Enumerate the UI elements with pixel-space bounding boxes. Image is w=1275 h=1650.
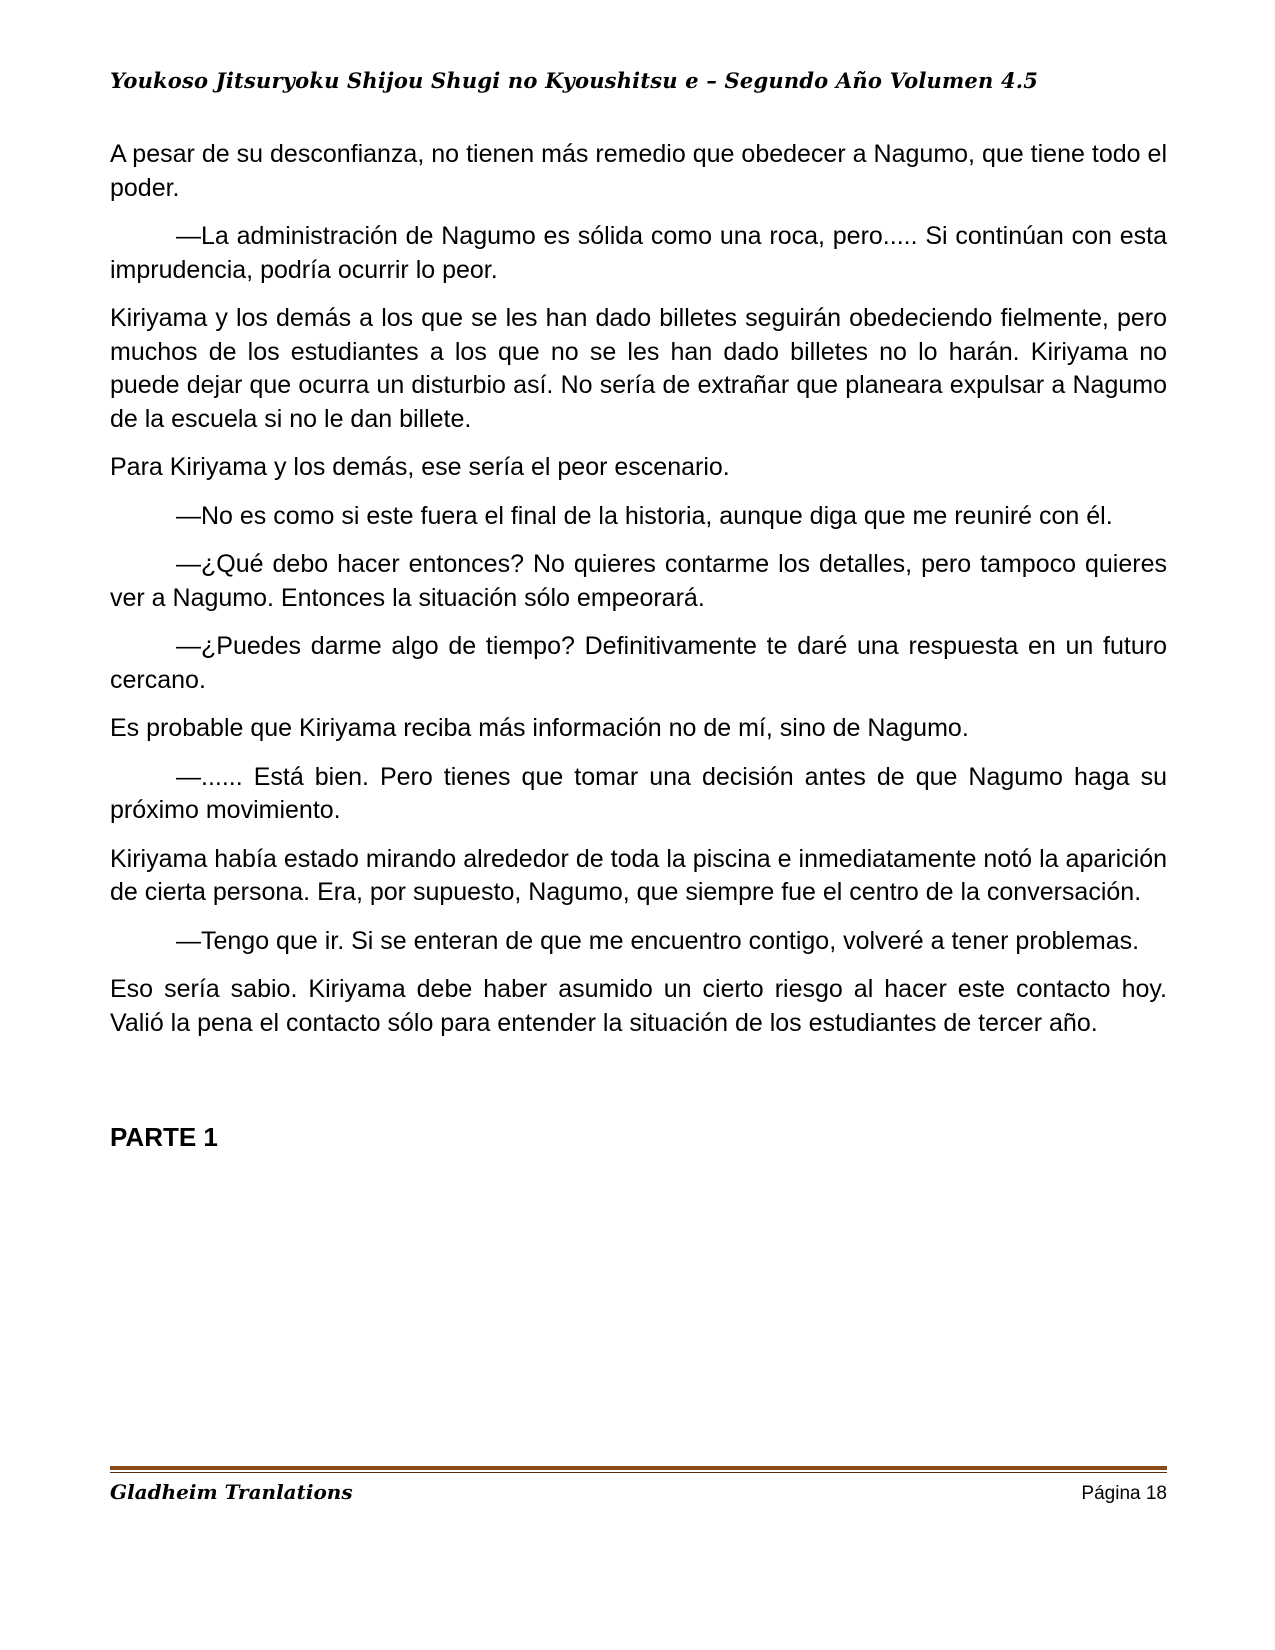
paragraph: Eso sería sabio. Kiriyama debe haber asumido un cierto riesgo al hacer este contacto hoy. Valió la pena el contacto sólo para entender la situación de los estudiantes de tercer año. — [110, 975, 1167, 1037]
footer-page-number: Página 18 — [1081, 1483, 1167, 1504]
paragraph: Es probable que Kiriyama reciba más información no de mí, sino de Nagumo. — [110, 714, 969, 742]
paragraph: —No es como si este fuera el final de la historia, aunque diga que me reuniré con él. — [176, 501, 1113, 530]
paragraph: —¿Qué debo hacer entonces? No quieres contarme los detalles, pero tampoco quieres ver a Nagumo. Entonces la situación sólo empeorará. — [110, 550, 1167, 612]
paragraph: A pesar de su desconfianza, no tienen más remedio que obedecer a Nagumo, que tiene todo el poder. — [110, 140, 1167, 202]
page-content — [110, 138, 1167, 1153]
paragraph: —La administración de Nagumo es sólida como una roca, pero..... Si continúan con esta imprudencia, podría ocurrir lo peor. — [110, 222, 1167, 284]
paragraph: —¿Puedes darme algo de tiempo? Definitivamente te daré una respuesta en un futuro cercano. — [110, 632, 1167, 694]
page-footer — [110, 1480, 1167, 1505]
paragraph: Kiriyama y los demás a los que se les han dado billetes seguirán obedeciendo fielmente, pero muchos de los estudiantes a los que no se les han dado billetes no lo harán. Kiriyama no puede dejar que ocurra un disturbio así. No sería de extrañar que planeara expulsar a Nagumo de la escuela si no le dan billete. — [110, 304, 1167, 433]
page-header-title: Youkoso Jitsuryoku Shijou Shugi no Kyoushitsu e – Segundo Año Volumen 4.5 — [110, 68, 1039, 93]
footer-divider — [110, 1466, 1167, 1473]
paragraph: Para Kiriyama y los demás, ese sería el peor escenario. — [110, 453, 730, 481]
footer-translator-credit: Gladheim Tranlations — [110, 1480, 353, 1504]
paragraphs — [110, 138, 1167, 1040]
paragraph: —Tengo que ir. Si se enteran de que me encuentro contigo, volveré a tener problemas. — [176, 926, 1140, 955]
section-heading: PARTE 1 — [110, 1122, 218, 1152]
paragraph: —...... Está bien. Pero tienes que tomar una decisión antes de que Nagumo haga su próximo movimiento. — [110, 762, 1167, 824]
paragraph: Kiriyama había estado mirando alrededor de toda la piscina e inmediatamente notó la aparición de cierta persona. Era, por supuesto, Nagumo, que siempre fue el centro de la conversación. — [110, 844, 1167, 906]
